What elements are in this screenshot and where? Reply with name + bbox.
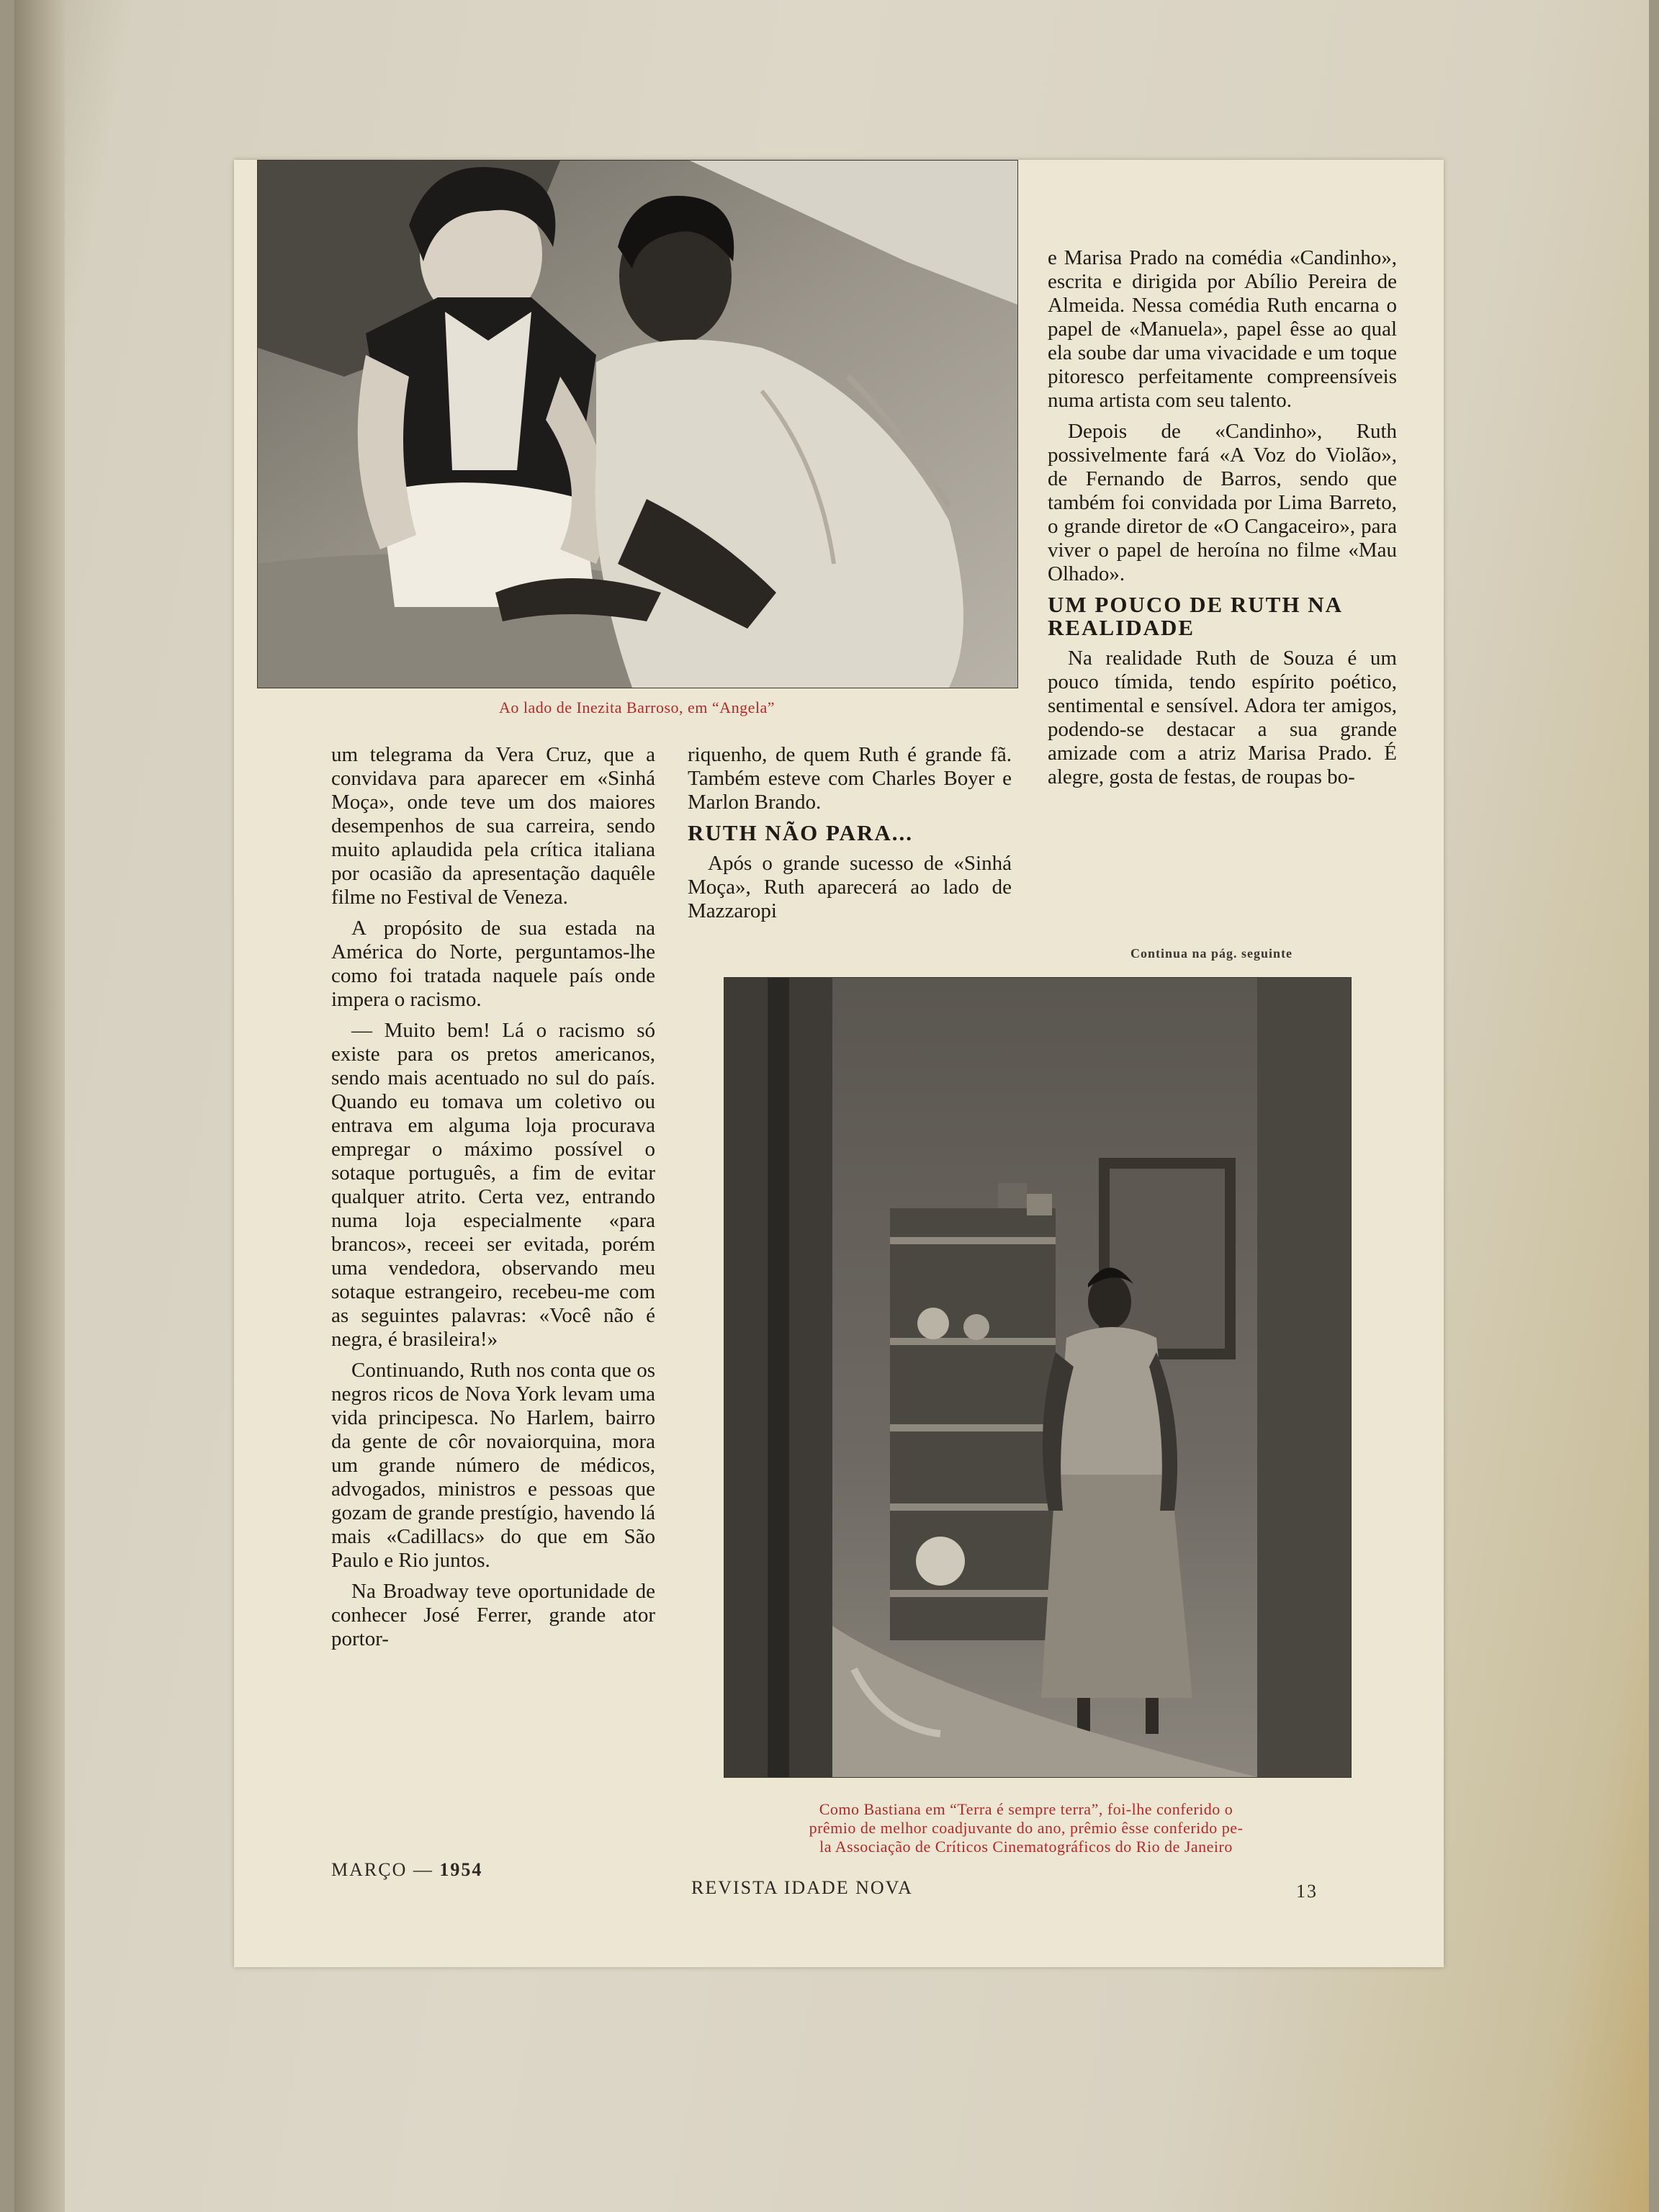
paragraph: Após o grande sucesso de «Sinhá Moça», Ruth aparecerá ao lado de Mazzaropi xyxy=(688,852,1012,922)
photo-terra-e-sempre-terra xyxy=(724,977,1352,1778)
paragraph: Depois de «Candinho», Ruth possivelmente fará «A Voz do Violão», de Fernando de Barros, sendo que também foi convidada por Lima Barreto, o grande diretor de «O Cangaceiro», para viver o papel de heroína no filme «Mau Olhado». xyxy=(1048,420,1397,585)
footer-page-number: 13 xyxy=(1296,1881,1318,1902)
caption-line: la Associação de Críticos Cinematográficos do Rio de Janeiro xyxy=(819,1838,1233,1856)
footer-month: MARÇO — xyxy=(331,1859,433,1880)
album-background xyxy=(14,0,1649,2212)
continued-note: Continua na pág. seguinte xyxy=(1130,946,1293,961)
column-left xyxy=(331,743,655,1658)
photo-angela xyxy=(257,160,1018,688)
paragraph: Continuando, Ruth nos conta que os negros ricos de Nova York levam uma vida principesca. No Harlem, bairro da gente de côr novaiorquina, mora um grande número de médicos, advogados, ministros e pessoas que gozam de grande prestígio, havendo lá mais «Cadillacs» do que em São Paulo e Rio juntos. xyxy=(331,1359,655,1572)
paragraph: e Marisa Prado na comédia «Candinho», escrita e dirigida por Abílio Pereira de Almeida. Nessa comédia Ruth encarna o papel de «Manuela», papel êsse ao qual ela soube dar uma vivacidade e um toque pitoresco perfeitamente compreensíveis numa artista com seu talento. xyxy=(1048,246,1397,412)
footer-year: 1954 xyxy=(439,1859,483,1880)
column-middle xyxy=(688,743,1012,930)
paragraph: riquenho, de quem Ruth é grande fã. Também esteve com Charles Boyer e Marlon Brando. xyxy=(688,743,1012,814)
paragraph: um telegrama da Vera Cruz, que a convidava para aparecer em «Sinhá Moça», onde teve um dos maiores desempenhos de sua carreira, sendo muito aplaudida pela crítica italiana por ocasião da apresentação daquêle filme no Festival de Veneza. xyxy=(331,743,655,909)
paragraph: — Muito bem! Lá o racismo só existe para os pretos americanos, sendo mais acentuado no sul do país. Quando eu tomava um coletivo ou entrava em alguma loja procurava empregar o máximo possível o sotaque português, a fim de evitar qualquer atrito. Certa vez, entrando numa loja especialmente «para brancos», receei ser evitada, porém uma vendedora, observando meu sotaque estrangeiro, recebeu-me com as seguintes palavras: «Você não é negra, é brasileira!» xyxy=(331,1019,655,1351)
footer-date xyxy=(331,1859,482,1881)
album-spine xyxy=(14,0,65,2212)
paragraph: Na Broadway teve oportunidade de conhecer José Ferrer, grande ator portor- xyxy=(331,1580,655,1650)
magazine-page xyxy=(234,160,1444,1967)
paragraph: Na realidade Ruth de Souza é um pouco tímida, tendo espírito poético, sentimental e sensível. Adora ter amigos, podendo-se destacar a sua grande amizade com a atriz Marisa Prado. É alegre, gosta de festas, de roupas bo- xyxy=(1048,647,1397,788)
photo-terra-caption xyxy=(680,1800,1372,1856)
footer-magazine: REVISTA IDADE NOVA xyxy=(691,1877,913,1898)
section-heading-realidade: UM POUCO DE RUTH NA REALIDADE xyxy=(1048,592,1342,640)
photo-angela-caption: Ao lado de Inezita Barroso, em “Angela” xyxy=(499,698,775,716)
paragraph: A propósito de sua estada na América do Norte, perguntamos-lhe como foi tratada naquele país onde impera o racismo. xyxy=(331,917,655,1011)
column-right xyxy=(1048,246,1397,796)
caption-line: prêmio de melhor coadjuvante do ano, prêmio êsse conferido pe- xyxy=(809,1819,1244,1837)
section-heading-nao-para: RUTH NÃO PARA... xyxy=(688,820,913,845)
caption-line: Como Bastiana em “Terra é sempre terra”, foi-lhe conferido o xyxy=(819,1800,1233,1818)
